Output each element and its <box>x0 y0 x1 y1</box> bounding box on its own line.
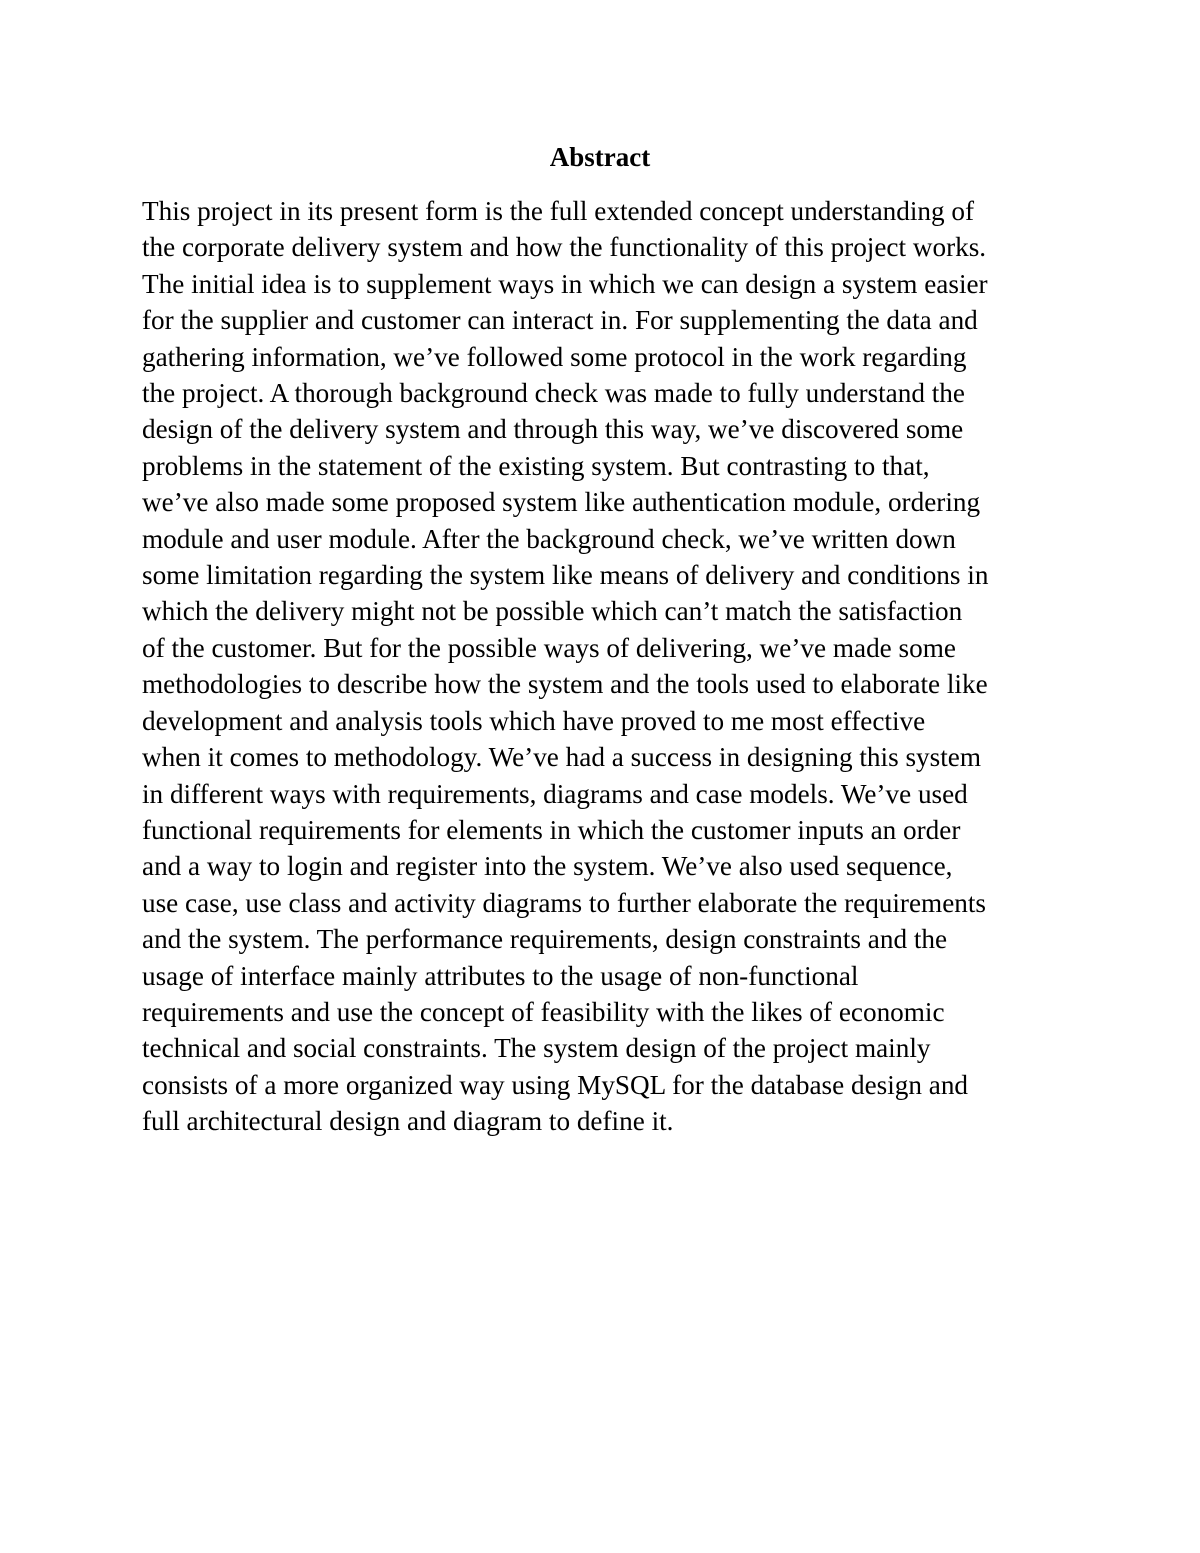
abstract-line: requirements and use the concept of feasibility with the likes of economic <box>142 996 945 1027</box>
abstract-line: the corporate delivery system and how the functionality of this project works. <box>142 232 987 263</box>
abstract-line: usage of interface mainly attributes to the usage of non-functional <box>142 960 859 991</box>
abstract-line: we’ve also made some proposed system like authentication module, ordering <box>142 487 981 518</box>
abstract-line: some limitation regarding the system like means of delivery and conditions in <box>142 560 989 591</box>
abstract-line: gathering information, we’ve followed some protocol in the work regarding <box>142 341 967 372</box>
abstract-line: which the delivery might not be possible which can’t match the satisfaction <box>142 596 963 627</box>
abstract-line: full architectural design and diagram to define it. <box>142 1106 674 1137</box>
abstract-line: and a way to login and register into the system. We’ve also used sequence, <box>142 851 953 882</box>
abstract-line: technical and social constraints. The system design of the project mainly <box>142 1033 931 1064</box>
abstract-line: use case, use class and activity diagrams to further elaborate the requirements <box>142 887 986 918</box>
abstract-heading: Abstract <box>549 142 651 172</box>
abstract-line: module and user module. After the background check, we’ve written down <box>142 523 956 554</box>
abstract-line: when it comes to methodology. We’ve had a success in designing this system <box>142 742 981 773</box>
abstract-line: consists of a more organized way using MySQL for the database design and <box>142 1069 969 1100</box>
abstract-line: the project. A thorough background check was made to fully understand the <box>142 378 965 409</box>
abstract-line: development and analysis tools which have proved to me most effective <box>142 705 926 736</box>
abstract-line: design of the delivery system and through this way, we’ve discovered some <box>142 414 964 445</box>
abstract-line: for the supplier and customer can interact in. For supplementing the data and <box>142 305 978 336</box>
abstract-line: This project in its present form is the full extended concept understanding of <box>142 196 975 226</box>
abstract-line: of the customer. But for the possible ways of delivering, we’ve made some <box>142 632 956 663</box>
abstract-line: and the system. The performance requirements, design constraints and the <box>142 924 948 955</box>
abstract-line: functional requirements for elements in which the customer inputs an order <box>142 814 961 845</box>
abstract-line: problems in the statement of the existing system. But contrasting to that, <box>142 450 930 481</box>
abstract-line: methodologies to describe how the system and the tools used to elaborate like <box>142 669 988 700</box>
abstract-body <box>142 193 1082 1140</box>
abstract-line: The initial idea is to supplement ways in which we can design a system easier <box>142 268 988 299</box>
abstract-line: in different ways with requirements, diagrams and case models. We’ve used <box>142 778 968 809</box>
